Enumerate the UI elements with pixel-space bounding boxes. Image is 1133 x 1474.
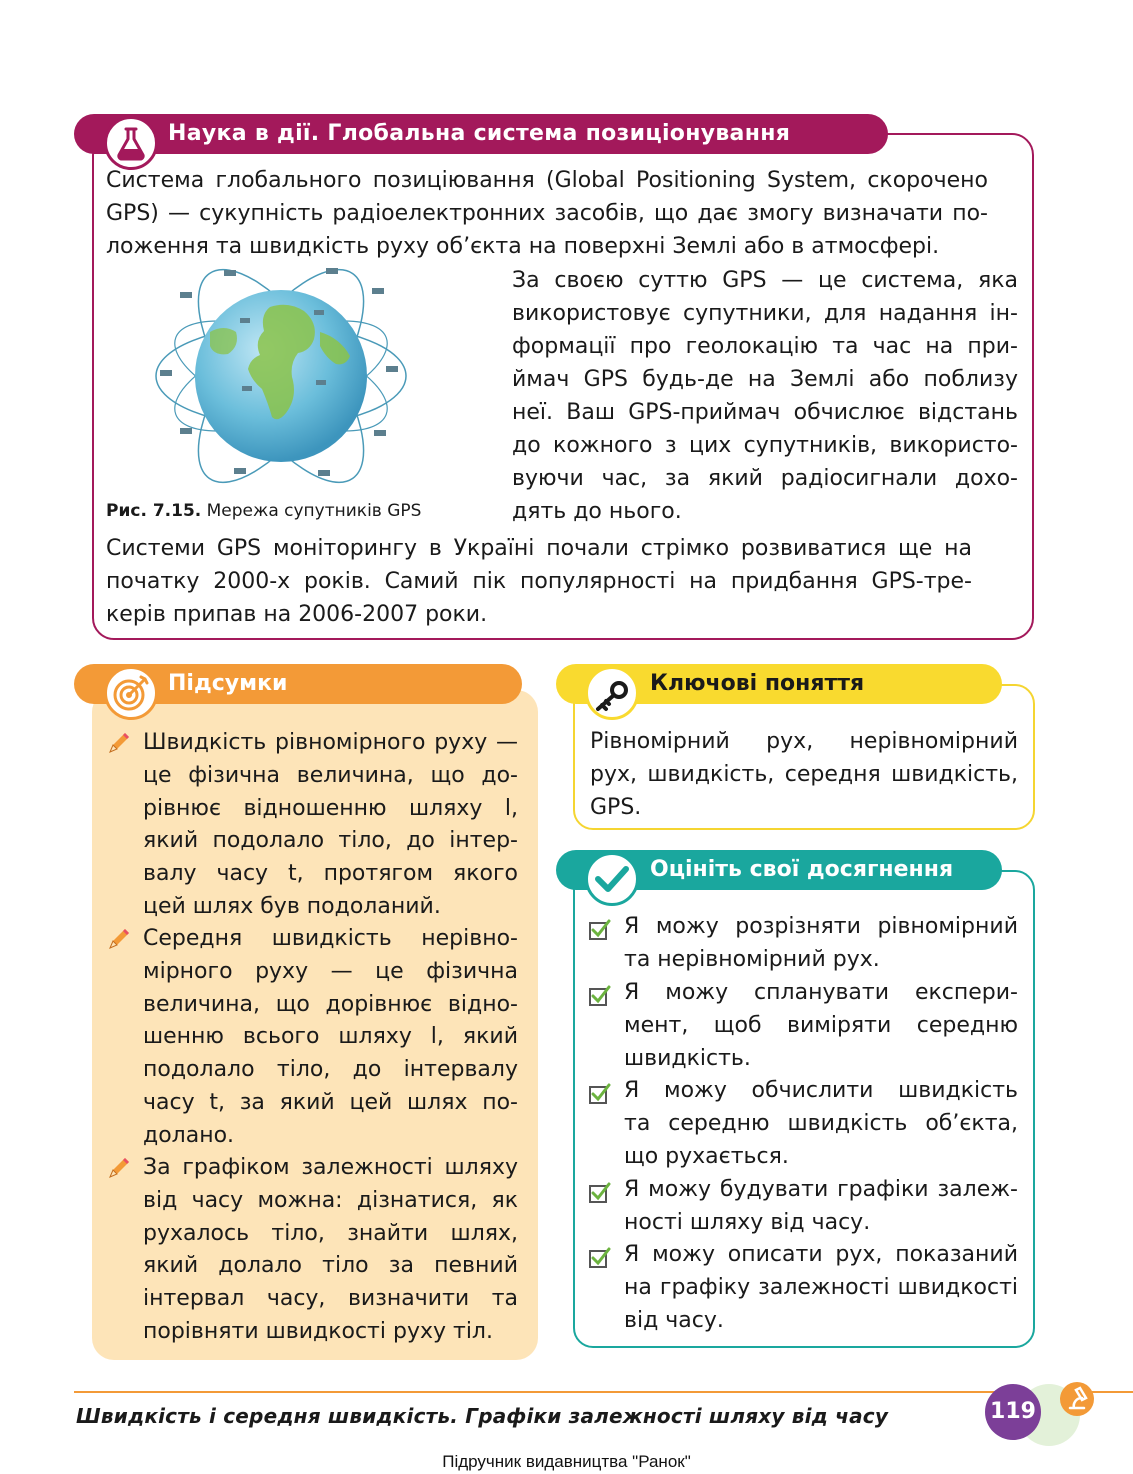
- figure-caption-text: Мережа супутників GPS: [206, 501, 422, 521]
- text-line: Середня швидкість нерівно-: [143, 926, 518, 951]
- text-line: до кожного з цих супутників, використо-: [512, 433, 1018, 458]
- text-line: GPS) — сукупність радіоелектронних засобів, що дає змогу визначати по-: [106, 201, 988, 226]
- pencil-icon: [106, 730, 132, 756]
- checkbox-icon: [589, 1246, 611, 1268]
- text-line: використовує супутники, для надання ін-: [512, 301, 1018, 326]
- summary-title: Підсумки: [168, 671, 288, 696]
- text-line: цей шлях був подоланий.: [143, 893, 441, 919]
- science-closing: [106, 532, 972, 631]
- text-line: та середню швидкість об’єкта,: [624, 1110, 1018, 1136]
- flask-icon: [104, 116, 158, 170]
- checkbox-icon: [589, 1181, 611, 1203]
- pencil-icon: [106, 1155, 132, 1181]
- text-line: Рівномірний рух, нерівномірний: [590, 729, 1018, 754]
- text-line: від часу можна: дізнатися, як: [143, 1187, 518, 1213]
- footer-divider: [74, 1391, 1133, 1393]
- text-line: рівнює відношенню шляху l,: [143, 795, 518, 821]
- microscope-icon: [1060, 1382, 1094, 1416]
- checkmark-icon: [585, 852, 639, 906]
- text-line: GPS.: [590, 794, 642, 820]
- evaluate-item: [624, 1174, 1018, 1240]
- key-concepts-text: [590, 726, 1018, 824]
- pencil-icon: [106, 926, 132, 952]
- gps-globe-illustration: [150, 262, 412, 488]
- page-number: 119: [985, 1384, 1041, 1440]
- text-line: який подолало тіло, до інтер-: [143, 828, 518, 854]
- text-line: керів припав на 2006-2007 роки.: [106, 602, 488, 627]
- text-line: неї. Ваш GPS-приймач обчислює відстань: [512, 400, 1018, 425]
- text-line: За своєю суттю GPS — це система, яка: [512, 268, 1018, 293]
- text-line: інтервал часу, визначити та: [143, 1286, 518, 1312]
- text-line: що рухається.: [624, 1143, 789, 1169]
- text-line: швидкість.: [624, 1045, 751, 1071]
- text-line: формації про геолокацію та час на при-: [512, 334, 1018, 359]
- text-line: ності шляху від часу.: [624, 1209, 871, 1235]
- evaluate-item: [624, 977, 1018, 1075]
- summary-item: [143, 727, 518, 924]
- evaluate-item: [624, 1239, 1018, 1337]
- text-line: від часу.: [624, 1307, 724, 1333]
- text-line: шенню всього шляху l, який: [143, 1024, 518, 1050]
- target-icon: [104, 666, 158, 720]
- text-line: Система глобального позиціювання (Global Positioning System, скорочено: [106, 168, 988, 193]
- evaluate-item: [624, 911, 1018, 977]
- evaluate-item: [624, 1075, 1018, 1173]
- summary-item: [143, 1152, 518, 1349]
- science-side-text: [512, 264, 1018, 528]
- checkbox-icon: [589, 984, 611, 1006]
- text-line: рухалось тіло, знайти шлях,: [143, 1220, 518, 1246]
- text-line: вуючи час, за який радіосигнали дохо-: [512, 466, 1018, 491]
- text-line: це фізична величина, що до-: [143, 762, 518, 788]
- text-line: дять до нього.: [512, 499, 682, 524]
- text-line: початку 2000-х років. Самий пік популярності на придбання GPS-тре-: [106, 569, 972, 594]
- footer-title: Швидкість і середня швидкість. Графіки залежності шляху від часу: [76, 1404, 889, 1428]
- checkbox-icon: [589, 1082, 611, 1104]
- figure-caption: [106, 498, 421, 524]
- text-line: долано.: [143, 1122, 235, 1148]
- text-line: Я можу описати рух, показаний: [624, 1242, 1018, 1267]
- text-line: ложення та швидкість руху об’єкта на поверхні Землі або в атмосфері.: [106, 234, 940, 259]
- text-line: ймач GPS будь-де на Землі або поблизу: [512, 367, 1018, 392]
- text-line: подолало тіло, до інтервалу: [143, 1057, 518, 1083]
- text-line: валу часу t, протягом якого: [143, 861, 518, 887]
- text-line: Швидкість рівномірного руху —: [143, 730, 518, 755]
- publisher-note: Підручник видавництва "Ранок": [442, 1452, 691, 1471]
- text-line: Я можу розрізняти рівномірний: [624, 914, 1018, 939]
- text-line: рух, швидкість, середня швидкість,: [590, 761, 1018, 787]
- text-line: Системи GPS моніторингу в Україні почали стрімко розвиватися ще на: [106, 536, 972, 561]
- text-line: порівняти швидкості руху тіл.: [143, 1318, 493, 1344]
- text-line: та нерівномірний рух.: [624, 946, 880, 972]
- text-line: За графіком залежності шляху: [143, 1155, 518, 1180]
- science-title: Наука в дії. Глобальна система позиціонування: [168, 121, 791, 146]
- summary-item: [143, 923, 518, 1153]
- text-line: мент, щоб виміряти середню: [624, 1012, 1018, 1038]
- text-line: Я можу спланувати експери-: [624, 980, 1018, 1005]
- key-icon: [585, 666, 639, 720]
- evaluate-title: Оцініть свої досягнення: [650, 857, 954, 882]
- text-line: Я можу обчислити швидкість: [624, 1078, 1018, 1103]
- text-line: мірного руху — це фізична: [143, 958, 518, 984]
- checkbox-icon: [589, 918, 611, 940]
- text-line: на графіку залежності швидкості: [624, 1274, 1018, 1300]
- text-line: який долало тіло за певний: [143, 1253, 518, 1279]
- key-concepts-title: Ключові поняття: [650, 671, 865, 696]
- text-line: Я можу будувати графіки залеж-: [624, 1177, 1018, 1202]
- figure-label: Рис. 7.15.: [106, 501, 202, 521]
- text-line: величина, що дорівнює відно-: [143, 991, 518, 1017]
- text-line: часу t, за який цей шлях по-: [143, 1089, 518, 1115]
- science-intro: [106, 164, 988, 263]
